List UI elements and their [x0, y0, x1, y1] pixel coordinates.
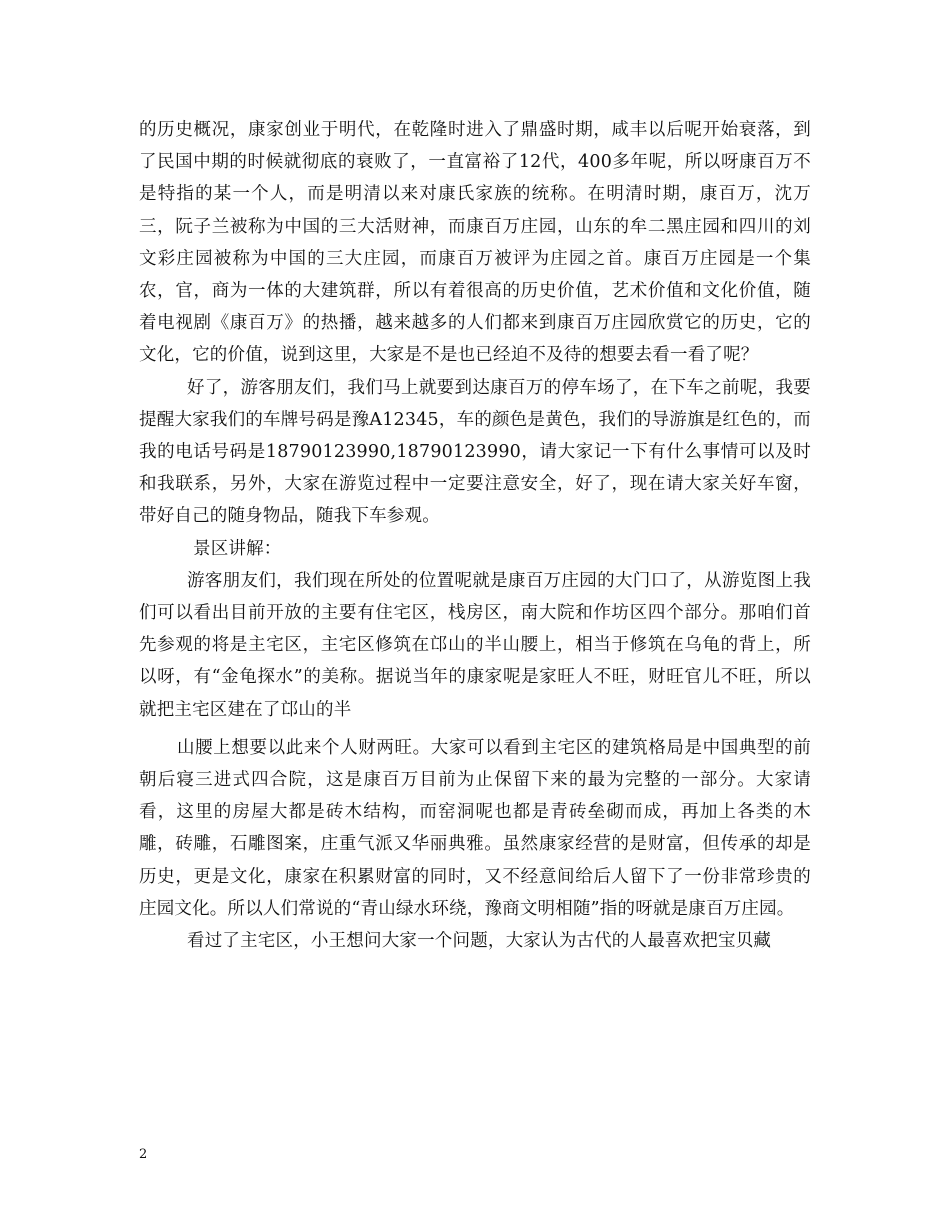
paragraph-gate: 游客朋友们，我们现在所处的位置呢就是康百万庄园的大门口了，从游览图上我们可以看出目前开放的主要有住宅区，栈房区，南大院和作坊区四个部分。那咱们首先参观的将是主宅区，主宅区修筑在邙山的半山腰上，相当于修筑在乌龟的背上，所以呀，有“金龟探水”的美称。据说当年的康家呢是家旺人不旺，财旺官儿不旺，所以就把主宅区建在了邙山的半 [139, 570, 811, 720]
paragraph-history: 的历史概况，康家创业于明代，在乾隆时进入了鼎盛时期，咸丰以后呢开始衰落，到了民国中期的时候就彻底的衰败了，一直富裕了12代，400多年呢，所以呀康百万不是特指的某一个人，而是明清以来对康氏家族的统称。在明清时期，康百万，沈万三，阮子兰被称为中国的三大活财神，而康百万庄园，山东的牟二黑庄园和四川的刘文彩庄园被称为中国的三大庄园，而康百万被评为庄园之首。康百万庄园是一个集农，官，商为一体的大建筑群，所以有着很高的历史价值，艺术价值和文化价值，随着电视剧《康百万》的热播，越来越多的人们都来到康百万庄园欣赏它的历史，它的文化，它的价值，说到这里，大家是不是也已经迫不及待的想要去看一看了呢？ [139, 120, 811, 366]
body-text [139, 114, 811, 957]
page-number: 2 [139, 1147, 148, 1162]
paragraph-question: 看过了主宅区，小王想问大家一个问题，大家认为古代的人最喜欢把宝贝藏 [187, 931, 772, 952]
paragraph-main-residence: 山腰上想要以此来个人财两旺。大家可以看到主宅区的建筑格局是中国典型的前朝后寝三进式四合院，这是康百万目前为止保留下来的最为完整的一部分。大家请看，这里的房屋大都是砖木结构，而窑洞呢也都是青砖垒砌而成，再加上各类的木雕，砖雕，石雕图案，庄重气派又华丽典雅。虽然康家经营的是财富，但传承的却是历史，更是文化，康家在积累财富的同时，又不经意间给后人留下了一份非常珍贵的庄园文化。所以人们常说的“青山绿水环绕，豫商文明相随”指的呀就是康百万庄园。 [139, 737, 811, 919]
paragraph-parking: 好了，游客朋友们，我们马上就要到达康百万的停车场了，在下车之前呢，我要提醒大家我们的车牌号码是豫A12345，车的颜色是黄色，我们的导游旗是红色的，而我的电话号码是18790123990,18790123990，请大家记一下有什么事情可以及时和我联系，另外，大家在游览过程中一定要注意安全，好了，现在请大家关好车窗，带好自己的随身物品，随我下车参观。 [139, 377, 811, 527]
section-heading: 景区讲解： [193, 538, 282, 559]
